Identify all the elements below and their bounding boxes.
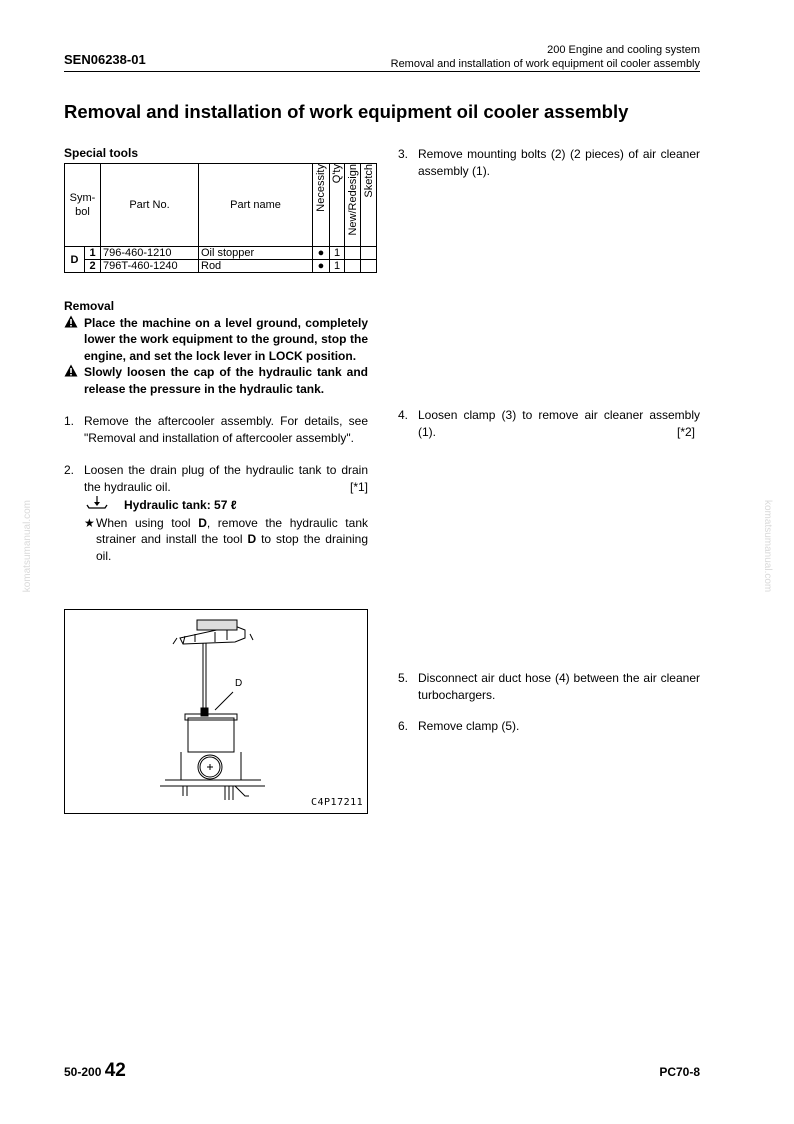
necessity-cell: ● (313, 260, 330, 273)
part-name-cell: Oil stopper (199, 247, 313, 260)
star-icon: ★ (84, 515, 95, 530)
warning-triangle-icon (64, 315, 84, 365)
step-1: 1. Remove the aftercooler assembly. For details, see "Removal and installation of aftercooler assembly". (64, 414, 368, 445)
header-necessity: Necessity (313, 164, 330, 247)
tool-symbol: D (65, 247, 85, 273)
header-symbol: Sym-bol (65, 164, 101, 247)
header-part-name: Part name (199, 164, 313, 247)
step-6: 6. Remove clamp (5). (398, 719, 520, 733)
header-qty: Q'ty (330, 164, 345, 247)
warning-text: Place the machine on a level ground, completely lower the work equipment to the ground, stop the engine, and set the lock lever in LOCK position. (84, 315, 368, 363)
figure-label-d: D (235, 678, 243, 689)
page-number: 50-200 42 (64, 1060, 126, 1081)
tool-note: ★ When using tool D, remove the hydraulic tank strainer and install the tool D to stop the draining oil. (84, 515, 369, 563)
capacity-text: Hydraulic tank: 57 ℓ (124, 498, 237, 512)
reference-mark: [*1] (349, 479, 368, 494)
figure-code: C4P17211 (311, 797, 364, 808)
removal-section (64, 298, 368, 564)
special-tools-table (64, 163, 377, 273)
step-2: 2. Loosen the drain plug of the hydraulic tank to drain the hydraulic oil. [*1] Hydraulic tank: 57 ℓ ★ When using tool D, remove the hydraulic tank strainer and install the tool D to stop the draining oil. (64, 463, 369, 563)
page-title: Removal and installation of work equipment oil cooler assembly (64, 101, 629, 122)
header-subsection: Removal and installation of work equipment oil cooler assembly (390, 58, 700, 70)
oil-drain-icon (84, 496, 124, 515)
step-5: 5. Disconnect air duct hose (4) between the air cleaner turbochargers. (398, 671, 700, 702)
header-part-no: Part No. (101, 164, 199, 247)
header-divider (64, 71, 700, 72)
warning-note (64, 364, 368, 397)
figure-drain-tool (64, 609, 368, 814)
tank-illustration (65, 610, 367, 813)
reference-mark: [*2] (676, 424, 695, 439)
watermark-right: komatsumanual.com (762, 500, 773, 593)
step-4: 4. Loosen clamp (3) to remove air cleaner assembly (1). [*2] (398, 408, 700, 439)
table-header-row (65, 164, 377, 247)
header-section: 200 Engine and cooling system (547, 44, 700, 56)
capacity-line (84, 496, 368, 515)
header-sketch: Sketch (361, 164, 377, 247)
warning-note (64, 315, 368, 365)
part-no-cell: 796-460-1210 (101, 247, 199, 260)
document-code: SEN06238-01 (64, 52, 146, 67)
watermark-left: komatsumanual.com (22, 500, 33, 593)
header-section-info (391, 43, 700, 71)
part-no-cell: 796T-460-1240 (101, 260, 199, 273)
removal-title: Removal (64, 299, 115, 313)
necessity-cell: ● (313, 247, 330, 260)
step-3: 3. Remove mounting bolts (2) (2 pieces) of air cleaner assembly (1). (398, 147, 700, 178)
part-name-cell: Rod (199, 260, 313, 273)
qty-cell: 1 (330, 247, 345, 260)
header-new-redesign: New/Redesign (345, 164, 361, 247)
model-number: PC70-8 (659, 1065, 700, 1079)
qty-cell: 1 (330, 260, 345, 273)
table-row: D 1 796-460-1210 Oil stopper ● 1 (65, 247, 377, 260)
warning-text: Slowly loosen the cap of the hydraulic tank and release the pressure in the hydraulic tank. (84, 365, 368, 396)
special-tools-title: Special tools (64, 146, 139, 160)
warning-triangle-icon (64, 364, 84, 397)
table-row: 2 796T-460-1240 Rod ● 1 (65, 260, 377, 273)
